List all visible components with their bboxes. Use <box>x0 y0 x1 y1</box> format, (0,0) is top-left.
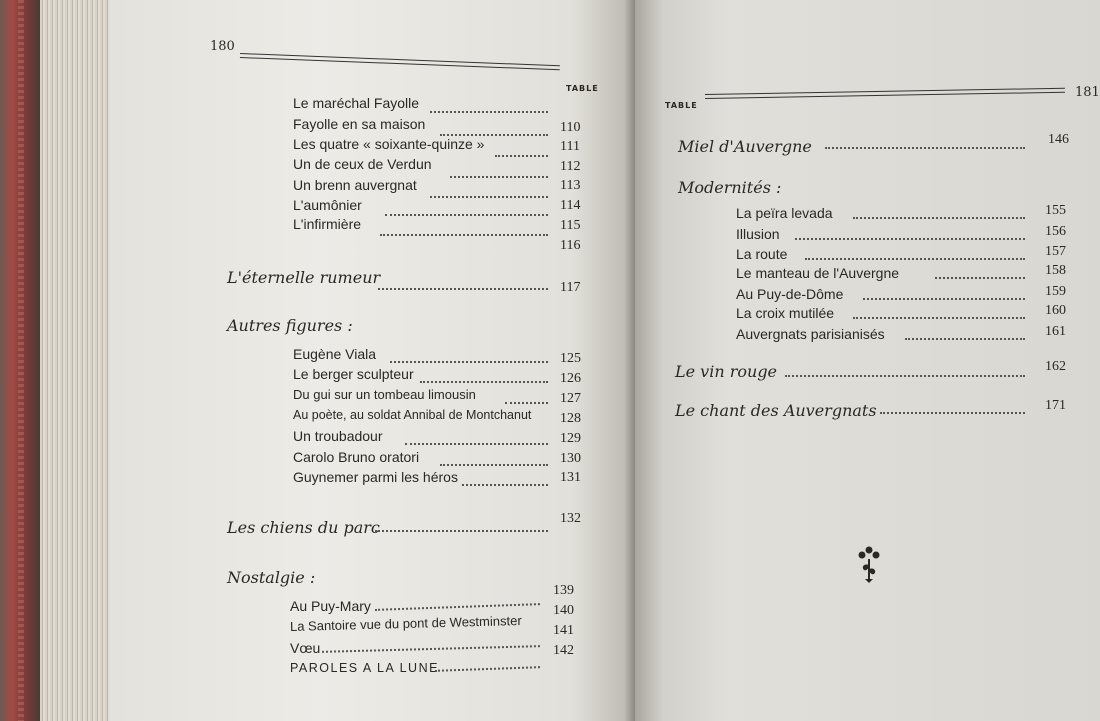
toc-entry-title: Au Puy-Mary <box>290 598 371 614</box>
toc-entry-title: L'aumônier <box>293 197 362 213</box>
toc-entry-page: 141 <box>553 623 574 638</box>
page-block-edges <box>40 0 110 721</box>
leader-dots <box>375 530 548 532</box>
toc-entry-page: 155 <box>1045 203 1066 218</box>
toc-entry-title: Un brenn auvergnat <box>293 177 417 193</box>
toc-section-title: Les chiens du parc <box>227 518 380 537</box>
leader-dots <box>390 361 548 363</box>
leader-dots <box>863 298 1025 300</box>
left-header-rule <box>240 53 560 70</box>
leader-dots <box>405 443 548 445</box>
toc-section-page: 162 <box>1045 359 1066 374</box>
toc-entry-title: La peïra levada <box>736 205 833 221</box>
toc-section-heading: Nostalgie : <box>227 568 316 587</box>
toc-entry-title: Au Puy-de-Dôme <box>736 286 844 302</box>
toc-entry-title: Le berger sculpteur <box>293 366 414 382</box>
toc-entry-title: L'infirmière <box>293 216 362 232</box>
toc-entry-title: Eugène Viala <box>293 346 377 362</box>
toc-entry-title: Fayolle en sa maison <box>293 116 426 132</box>
left-page-number: 180 <box>210 39 235 54</box>
toc-entry-title: Le maréchal Fayolle <box>293 95 420 111</box>
toc-section-title: Le chant des Auvergnats <box>675 401 877 420</box>
toc-entry-title: La croix mutilée <box>736 305 835 321</box>
toc-entry-page: 129 <box>560 431 581 446</box>
leader-dots <box>935 277 1025 279</box>
toc-entry-page: 159 <box>1045 284 1066 299</box>
toc-entry-title: Illusion <box>736 226 780 242</box>
toc-entry-title: Au poète, au soldat Annibal de Montchanut <box>293 408 532 422</box>
right-header-rule <box>705 88 1065 99</box>
toc-entry-page: 142 <box>553 643 574 658</box>
right-page <box>635 0 1100 721</box>
toc-section-page: 171 <box>1045 398 1066 413</box>
left-running-head: TABLE <box>566 84 599 93</box>
toc-entry-title: Le manteau de l'Auvergne <box>736 265 900 281</box>
leader-dots <box>853 317 1025 319</box>
leader-dots <box>495 155 548 157</box>
leader-dots <box>462 484 548 486</box>
toc-entry-page: 127 <box>560 391 581 406</box>
toc-entry-page: 128 <box>560 411 581 426</box>
toc-entry-page: 140 <box>553 603 574 618</box>
toc-entry-page: 114 <box>560 198 581 213</box>
right-page-number: 181 <box>1075 85 1100 100</box>
toc-entry-title: Carolo Bruno oratori <box>293 449 420 465</box>
right-running-head: TABLE <box>665 101 698 110</box>
toc-entry-title: La route <box>736 246 788 262</box>
toc-entry-page: 130 <box>560 451 581 466</box>
toc-section-title: Miel d'Auvergne <box>678 137 812 156</box>
toc-entry-page: 157 <box>1045 244 1066 259</box>
toc-entry-title: Du gui sur un tombeau limousin <box>293 387 476 402</box>
leader-dots <box>385 214 548 216</box>
toc-entry-title: Vœu <box>290 640 321 656</box>
leader-dots <box>505 402 548 404</box>
toc-entry-title: Un troubadour <box>293 428 383 444</box>
leader-dots <box>420 381 548 383</box>
book-cover-edge <box>0 0 40 721</box>
toc-entry-title: Auvergnats parisianisés <box>736 326 885 342</box>
toc-section-page: 146 <box>1048 132 1069 147</box>
leader-dots <box>435 666 540 672</box>
toc-section-heading: Modernités : <box>678 178 782 197</box>
leader-dots <box>430 196 548 198</box>
toc-entry-title: Un de ceux de Verdun <box>293 156 432 172</box>
leader-dots <box>880 412 1025 414</box>
toc-section-title: L'éternelle rumeur <box>227 268 381 287</box>
toc-entry-page: 131 <box>560 470 581 485</box>
leader-dots <box>795 238 1025 240</box>
left-page <box>110 0 635 721</box>
toc-entry-page: 116 <box>560 238 581 253</box>
leader-dots <box>380 234 548 236</box>
toc-entry-page: 113 <box>560 178 581 193</box>
toc-section-page: 132 <box>560 511 581 526</box>
toc-entry-page: 161 <box>1045 324 1066 339</box>
toc-entry-title: Guynemer parmi les héros <box>293 469 458 485</box>
leader-dots <box>905 338 1025 340</box>
toc-section-title: Le vin rouge <box>675 362 778 381</box>
toc-entry-page: 125 <box>560 351 581 366</box>
toc-entry-page: 112 <box>560 159 581 174</box>
leader-dots <box>450 176 548 178</box>
toc-entry-page: 111 <box>560 139 580 154</box>
leader-dots <box>805 258 1025 260</box>
leader-dots <box>378 288 548 290</box>
leader-dots <box>322 645 540 653</box>
leader-dots <box>853 217 1025 219</box>
toc-entry-page: 156 <box>1045 224 1066 239</box>
toc-entry-title: Les quatre « soixante-quinze » <box>293 136 485 152</box>
toc-section-page: 117 <box>560 280 581 295</box>
leader-dots <box>440 464 548 466</box>
toc-entry-page: 160 <box>1045 303 1066 318</box>
toc-entry-page: 126 <box>560 371 581 386</box>
leader-dots <box>785 375 1025 377</box>
toc-entry-title: La Santoire vue du pont de Westminster <box>289 612 522 634</box>
leader-dots <box>825 147 1025 149</box>
toc-entry-page: 110 <box>560 120 581 135</box>
floral-vignette-icon <box>856 545 882 585</box>
toc-entry-page: 115 <box>560 218 581 233</box>
leader-dots <box>430 111 548 113</box>
toc-section-heading: Autres figures : <box>227 316 353 335</box>
toc-entry-page: 139 <box>553 583 574 598</box>
leader-dots <box>375 603 540 611</box>
toc-entry-page: 158 <box>1045 263 1066 278</box>
toc-entry-title: PAROLES A LA LUNE <box>290 661 439 675</box>
